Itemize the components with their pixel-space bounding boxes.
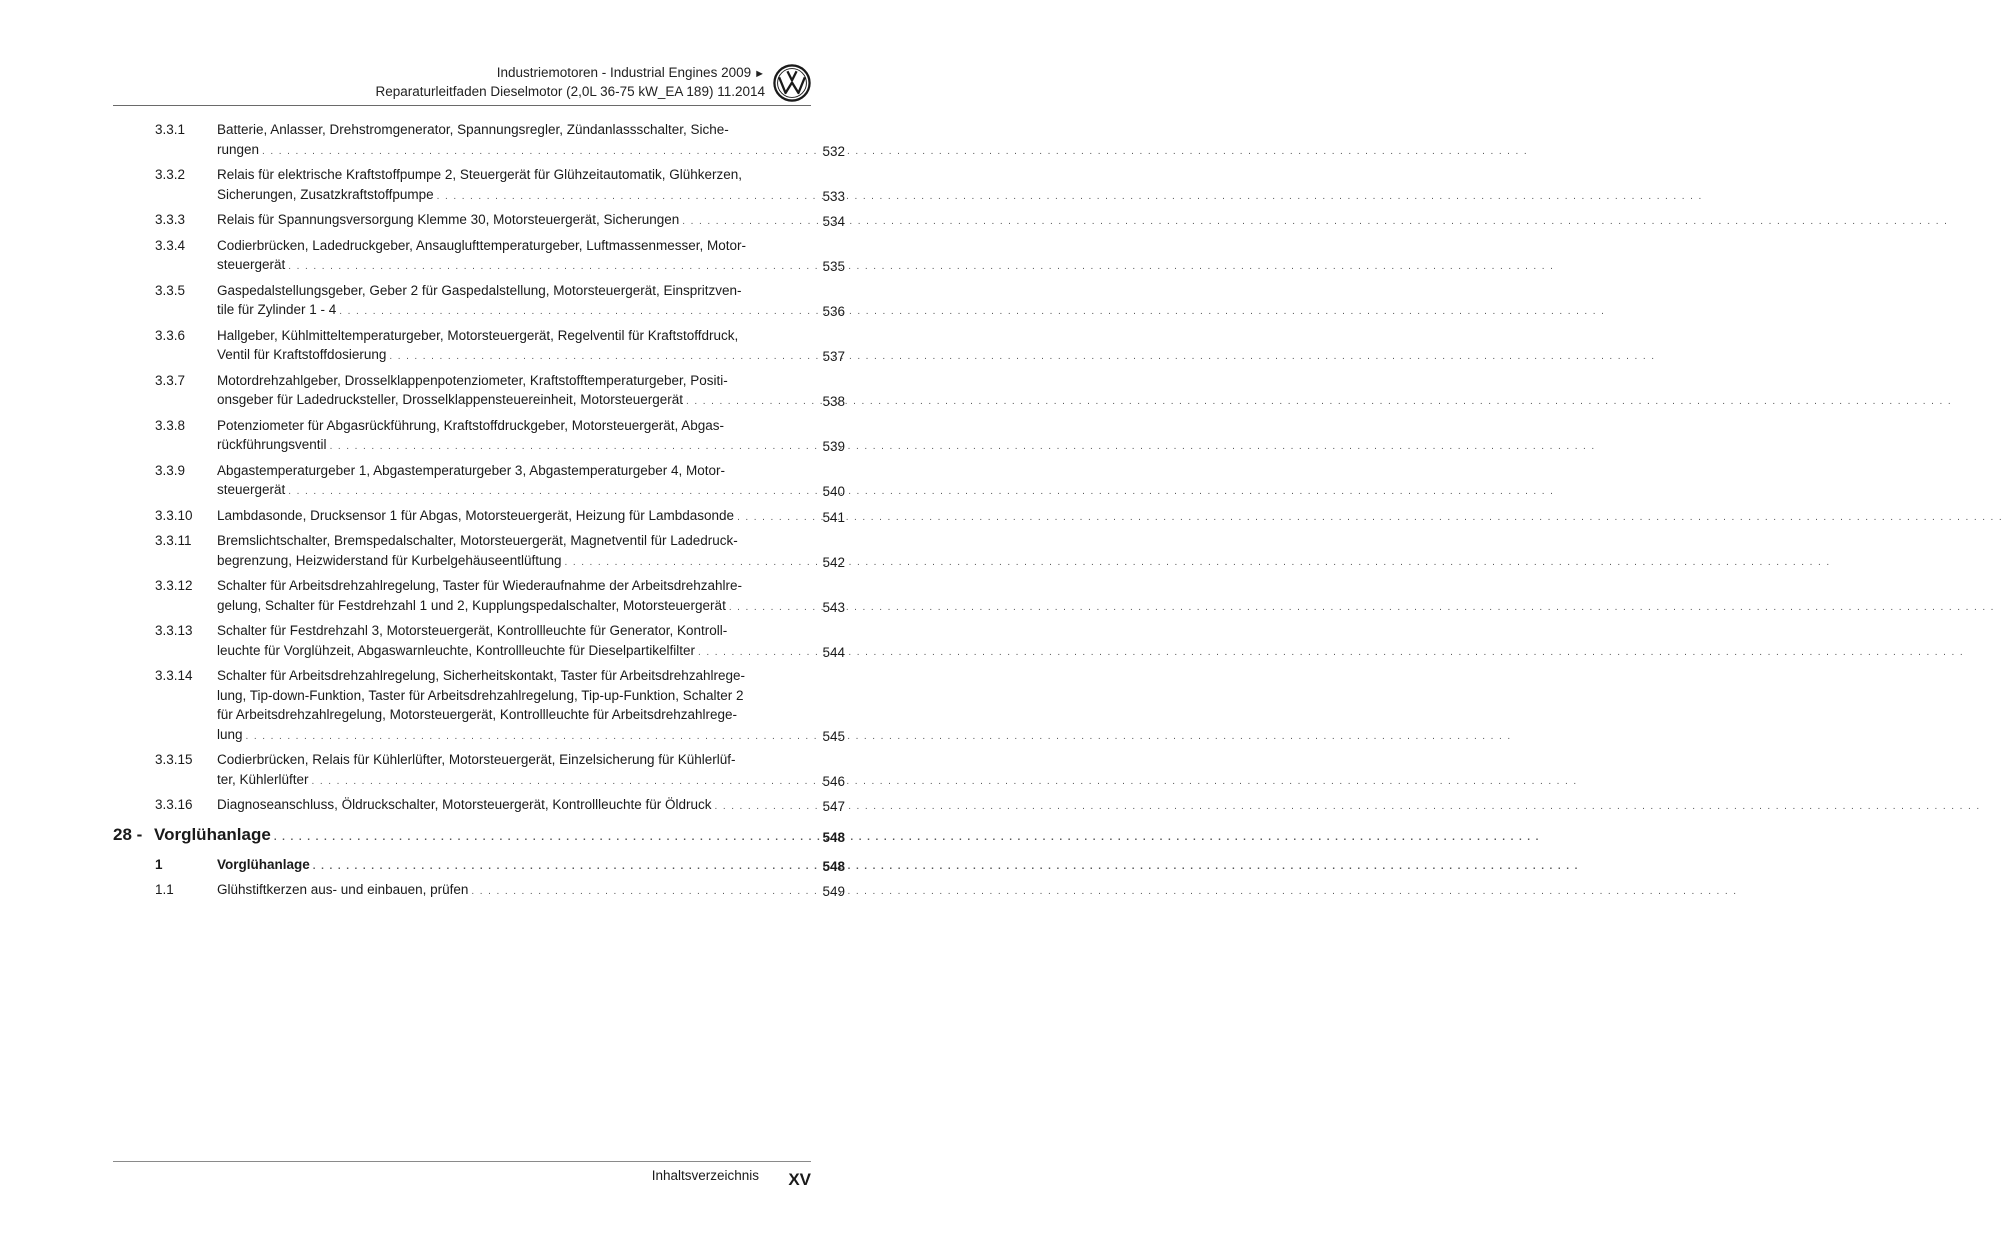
toc-entry-line bbox=[217, 461, 777, 481]
toc-entry-text: Batterie, Anlasser, Drehstromgenerator, Spannungsregler, Zündanlassschalter, Siche- bbox=[217, 122, 729, 137]
toc-entry[interactable] bbox=[113, 371, 845, 412]
dot-leader bbox=[330, 437, 1596, 457]
toc-entry-line bbox=[217, 236, 777, 256]
toc-entry-text: steuergerät bbox=[217, 482, 286, 497]
toc-entry-text: Hallgeber, Kühlmitteltemperaturgeber, Motorsteuergerät, Regelventil für Kraftstoffdruck, bbox=[217, 327, 739, 343]
toc-entry[interactable] bbox=[113, 795, 845, 817]
toc-entry-text: Relais für elektrische Kraftstoffpumpe 2, Steuergerät für Glühzeitautomatik, Glühkerzen, bbox=[217, 167, 743, 182]
toc-entry-text: Glühstiftkerzen aus- und einbauen, prüfen bbox=[217, 882, 469, 897]
toc-entry-line bbox=[217, 576, 777, 596]
toc-page-number[interactable]: 532 bbox=[822, 143, 845, 159]
dot-leader bbox=[313, 857, 1579, 877]
toc-page-number[interactable]: 541 bbox=[822, 509, 845, 525]
toc-entry[interactable] bbox=[113, 416, 845, 457]
toc-entry-text: lung, Tip-down-Funktion, Taster für Arbeitsdrehzahlregelung, Tip-up-Funktion, Schalter 2 bbox=[217, 687, 744, 703]
dot-leader bbox=[246, 727, 1512, 747]
toc-entry-line bbox=[217, 855, 777, 877]
toc-entry-line bbox=[217, 750, 777, 770]
dot-leader bbox=[312, 772, 1578, 792]
toc-entry-line bbox=[217, 390, 777, 412]
toc-entry-text: für Arbeitsdrehzahlregelung, Motorsteuergerät, Kontrollleuchte für Arbeitsdrehzahlrege- bbox=[217, 707, 738, 722]
toc-entry-number: 3.3.11 bbox=[155, 533, 192, 548]
toc-entry-text: Diagnoseanschluss, Öldruckschalter, Motorsteuergerät, Kontrollleuchte für Öldruck bbox=[217, 797, 712, 812]
toc-entry-title bbox=[217, 326, 845, 367]
dot-leader bbox=[714, 797, 1980, 817]
toc-entry-line bbox=[217, 705, 777, 725]
toc-entry[interactable] bbox=[113, 666, 845, 746]
toc-entry-text: Lambdasonde, Drucksensor 1 für Abgas, Motorsteuergerät, Heizung für Lambdasonde bbox=[217, 507, 735, 523]
header-text bbox=[376, 64, 765, 101]
toc-entry-line bbox=[217, 345, 777, 367]
toc-entry[interactable] bbox=[113, 326, 845, 367]
toc-entry-title bbox=[217, 120, 845, 161]
toc-entry-text: Sicherungen, Zusatzkraftstoffpumpe bbox=[217, 186, 434, 202]
toc-page-number[interactable]: 535 bbox=[822, 259, 845, 274]
toc-entry-line bbox=[217, 185, 777, 207]
toc-entry-title bbox=[217, 621, 845, 662]
toc-entry-title bbox=[217, 281, 845, 322]
toc-entry-text: Codierbrücken, Relais für Kühlerlüfter, Motorsteuergerät, Einzelsicherung für Kühlerlüf- bbox=[217, 752, 736, 767]
toc-entry-line bbox=[217, 255, 777, 277]
toc-entry-line bbox=[217, 165, 777, 185]
toc-entry-line bbox=[217, 281, 777, 301]
toc-entry-line bbox=[217, 686, 777, 706]
toc-entry-number: 3.3.3 bbox=[155, 212, 186, 227]
toc-entry[interactable] bbox=[113, 120, 845, 161]
toc-entry-text: gelung, Schalter für Festdrehzahl 1 und 2, Kupplungspedalschalter, Motorsteuergerät bbox=[217, 597, 726, 613]
dot-leader bbox=[262, 142, 1528, 162]
dot-leader bbox=[729, 598, 1995, 618]
toc-entry[interactable] bbox=[113, 880, 845, 902]
toc-entry[interactable] bbox=[113, 210, 845, 232]
toc-entry-line bbox=[217, 120, 777, 140]
toc-entry-line bbox=[217, 480, 777, 502]
toc-entry-line bbox=[217, 880, 777, 902]
toc-entry-text: rungen bbox=[217, 141, 260, 157]
toc-entry-text: lung bbox=[217, 726, 243, 742]
toc-entry[interactable] bbox=[113, 236, 845, 277]
toc-entry-title bbox=[217, 531, 845, 572]
toc-entry[interactable] bbox=[113, 576, 845, 617]
toc-entry-title bbox=[217, 506, 845, 528]
header-series: Industriemotoren - Industrial Engines 2009 bbox=[496, 65, 752, 80]
toc-entry-text: Gaspedalstellungsgeber, Geber 2 für Gaspedalstellung, Motorsteuergerät, Einspritzven- bbox=[217, 282, 742, 298]
dot-leader bbox=[389, 347, 1655, 367]
toc-entry-text: rückführungsventil bbox=[217, 437, 327, 452]
toc-entry-number: 1.1 bbox=[155, 882, 174, 897]
toc-entry-number: 3.3.8 bbox=[155, 417, 186, 433]
toc-entry-text: begrenzung, Heizwiderstand für Kurbelgehäuseentlüftung bbox=[217, 552, 562, 568]
toc-page-number[interactable]: 534 bbox=[822, 214, 845, 229]
toc-entry-text: Bremslichtschalter, Bremspedalschalter, Motorsteuergerät, Magnetventil für Ladedruck- bbox=[217, 533, 738, 548]
toc-entry-line bbox=[217, 416, 777, 436]
toc-page-number[interactable]: 538 bbox=[822, 394, 845, 409]
toc-entry-title bbox=[217, 210, 845, 232]
toc-entry-text: Schalter für Festdrehzahl 3, Motorsteuergerät, Kontrollleuchte für Generator, Kontroll- bbox=[217, 623, 728, 638]
toc-entry[interactable] bbox=[113, 461, 845, 502]
toc-entry-line bbox=[217, 326, 777, 346]
toc-page-number[interactable]: 543 bbox=[822, 599, 845, 615]
toc-entry[interactable] bbox=[113, 531, 845, 572]
header-line-2: Reparaturleitfaden Dieselmotor (2,0L 36-75 kW_EA 189) 11.2014 bbox=[375, 84, 765, 99]
toc-entry-title bbox=[217, 461, 845, 502]
toc-entry-number: 3.3.10 bbox=[155, 507, 193, 523]
toc-entry-number: 3.3.7 bbox=[155, 372, 186, 388]
toc-entry-line bbox=[217, 506, 777, 528]
toc-entry-text: Vorglühanlage bbox=[217, 856, 310, 872]
dot-leader bbox=[686, 392, 1952, 412]
toc-entry-number: 3.3.6 bbox=[155, 327, 186, 343]
toc-page-number[interactable]: 549 bbox=[822, 884, 845, 899]
toc-page-number[interactable]: 533 bbox=[822, 188, 845, 204]
toc-entry-text: onsgeber für Ladedrucksteller, Drosselklappensteuereinheit, Motorsteuergerät bbox=[217, 392, 684, 407]
toc-entry-text: leuchte für Vorglühzeit, Abgaswarnleuchte, Kontrollleuchte für Dieselpartikelfilter bbox=[217, 642, 696, 658]
toc-entry-text: steuergerät bbox=[217, 257, 286, 272]
dot-leader bbox=[274, 826, 1540, 850]
footer-divider bbox=[113, 1161, 811, 1162]
table-of-contents bbox=[113, 120, 845, 906]
toc-chapter-entry[interactable] bbox=[113, 823, 845, 850]
toc-entry-text: Schalter für Arbeitsdrehzahlregelung, Taster für Wiederaufnahme der Arbeitsdrehzahlre- bbox=[217, 578, 743, 593]
toc-entry[interactable] bbox=[113, 165, 845, 206]
toc-page-number[interactable]: 544 bbox=[822, 644, 845, 660]
dot-leader bbox=[437, 187, 1703, 207]
toc-entry-line bbox=[217, 140, 777, 162]
toc-entry-number: 28 - bbox=[113, 824, 143, 844]
toc-entry[interactable] bbox=[113, 506, 845, 528]
toc-entry-text: Abgastemperaturgeber 1, Abgastemperaturgeber 3, Abgastemperaturgeber 4, Motor- bbox=[217, 462, 726, 478]
toc-entry[interactable] bbox=[113, 281, 845, 322]
toc-page-number[interactable]: 537 bbox=[822, 349, 845, 364]
toc-entry-title bbox=[217, 416, 845, 457]
dot-leader bbox=[682, 212, 1948, 232]
toc-page-number[interactable]: 547 bbox=[822, 799, 845, 814]
toc-entry-title bbox=[217, 236, 845, 277]
toc-entry-text: ter, Kühlerlüfter bbox=[217, 771, 309, 787]
toc-entry-number: 3.3.5 bbox=[155, 282, 186, 298]
toc-page-number[interactable]: 548 bbox=[822, 829, 845, 845]
toc-entry-number: 1 bbox=[155, 856, 163, 872]
toc-entry-line bbox=[217, 725, 777, 747]
footer-section-title: Inhaltsverzeichnis bbox=[651, 1168, 759, 1183]
toc-entry-title bbox=[217, 855, 845, 877]
toc-entry-line bbox=[217, 551, 777, 573]
toc-page-number[interactable]: 536 bbox=[822, 304, 845, 319]
toc-entry-number: 3.3.12 bbox=[155, 578, 193, 593]
toc-page-number[interactable]: 539 bbox=[822, 439, 845, 454]
toc-entry-text: Motordrehzahlgeber, Drosselklappenpotenziometer, Kraftstofftemperaturgeber, Positi- bbox=[217, 372, 728, 388]
toc-entry-line bbox=[217, 795, 777, 817]
footer-page-number: XV bbox=[788, 1170, 811, 1189]
toc-entry-number: 3.3.14 bbox=[155, 668, 193, 683]
toc-entry-line bbox=[217, 621, 777, 641]
toc-entry-number: 3.3.2 bbox=[155, 167, 186, 182]
arrow-right-icon: ► bbox=[754, 68, 765, 80]
toc-entry-number: 3.3.13 bbox=[155, 623, 193, 638]
toc-entry-number: 3.3.1 bbox=[155, 122, 186, 137]
toc-entry-title bbox=[217, 371, 845, 412]
toc-entry-text: Schalter für Arbeitsdrehzahlregelung, Sicherheitskontakt, Taster für Arbeitsdrehzahlrege- bbox=[217, 668, 746, 683]
toc-page-number[interactable]: 545 bbox=[822, 728, 845, 744]
toc-entry-title bbox=[217, 795, 845, 817]
toc-entry-number: 3.3.16 bbox=[155, 797, 193, 812]
dot-leader bbox=[288, 257, 1554, 277]
toc-entry-title bbox=[217, 666, 845, 746]
dot-leader bbox=[698, 643, 1964, 663]
dot-leader bbox=[471, 882, 1737, 902]
toc-entry-line bbox=[217, 210, 777, 232]
dot-leader bbox=[288, 482, 1554, 502]
toc-entry-line bbox=[217, 666, 777, 686]
toc-entry-line bbox=[217, 641, 777, 663]
toc-entry-text: Ventil für Kraftstoffdosierung bbox=[217, 347, 387, 362]
toc-entry[interactable] bbox=[113, 621, 845, 662]
toc-entry[interactable] bbox=[113, 750, 845, 791]
toc-entry-title bbox=[217, 576, 845, 617]
toc-entry-title bbox=[217, 165, 845, 206]
toc-entry-title bbox=[217, 750, 845, 791]
toc-entry-line bbox=[217, 300, 777, 322]
toc-entry-line bbox=[217, 531, 777, 551]
toc-entry[interactable] bbox=[113, 855, 845, 877]
toc-entry-number: 3.3.9 bbox=[155, 462, 186, 478]
toc-entry-text: Vorglühanlage bbox=[154, 824, 271, 844]
toc-entry-line bbox=[154, 823, 777, 850]
toc-entry-text: tile für Zylinder 1 - 4 bbox=[217, 302, 337, 317]
toc-entry-line bbox=[217, 596, 777, 618]
toc-page-number[interactable]: 542 bbox=[822, 554, 845, 570]
toc-entry-line bbox=[217, 770, 777, 792]
toc-entry-title bbox=[217, 880, 845, 902]
toc-entry-title bbox=[154, 823, 845, 850]
toc-entry-number: 3.3.4 bbox=[155, 237, 186, 253]
dot-leader bbox=[737, 508, 2003, 528]
header-line-1 bbox=[376, 64, 765, 83]
toc-entry-line bbox=[217, 435, 777, 457]
toc-page-number[interactable]: 540 bbox=[822, 484, 845, 499]
toc-page-number[interactable]: 546 bbox=[822, 773, 845, 789]
toc-entry-text: Relais für Spannungsversorgung Klemme 30, Motorsteuergerät, Sicherungen bbox=[217, 212, 680, 227]
dot-leader bbox=[339, 302, 1605, 322]
toc-entry-line bbox=[217, 371, 777, 391]
toc-page-number[interactable]: 548 bbox=[822, 858, 845, 874]
header-divider bbox=[113, 105, 811, 106]
vw-logo-icon bbox=[773, 64, 811, 102]
dot-leader bbox=[564, 553, 1830, 573]
toc-entry-text: Codierbrücken, Ladedruckgeber, Ansauglufttemperaturgeber, Luftmassenmesser, Motor- bbox=[217, 237, 747, 253]
toc-entry-text: Potenziometer für Abgasrückführung, Kraftstoffdruckgeber, Motorsteuergerät, Abgas- bbox=[217, 417, 725, 433]
toc-entry-number: 3.3.15 bbox=[155, 752, 193, 767]
